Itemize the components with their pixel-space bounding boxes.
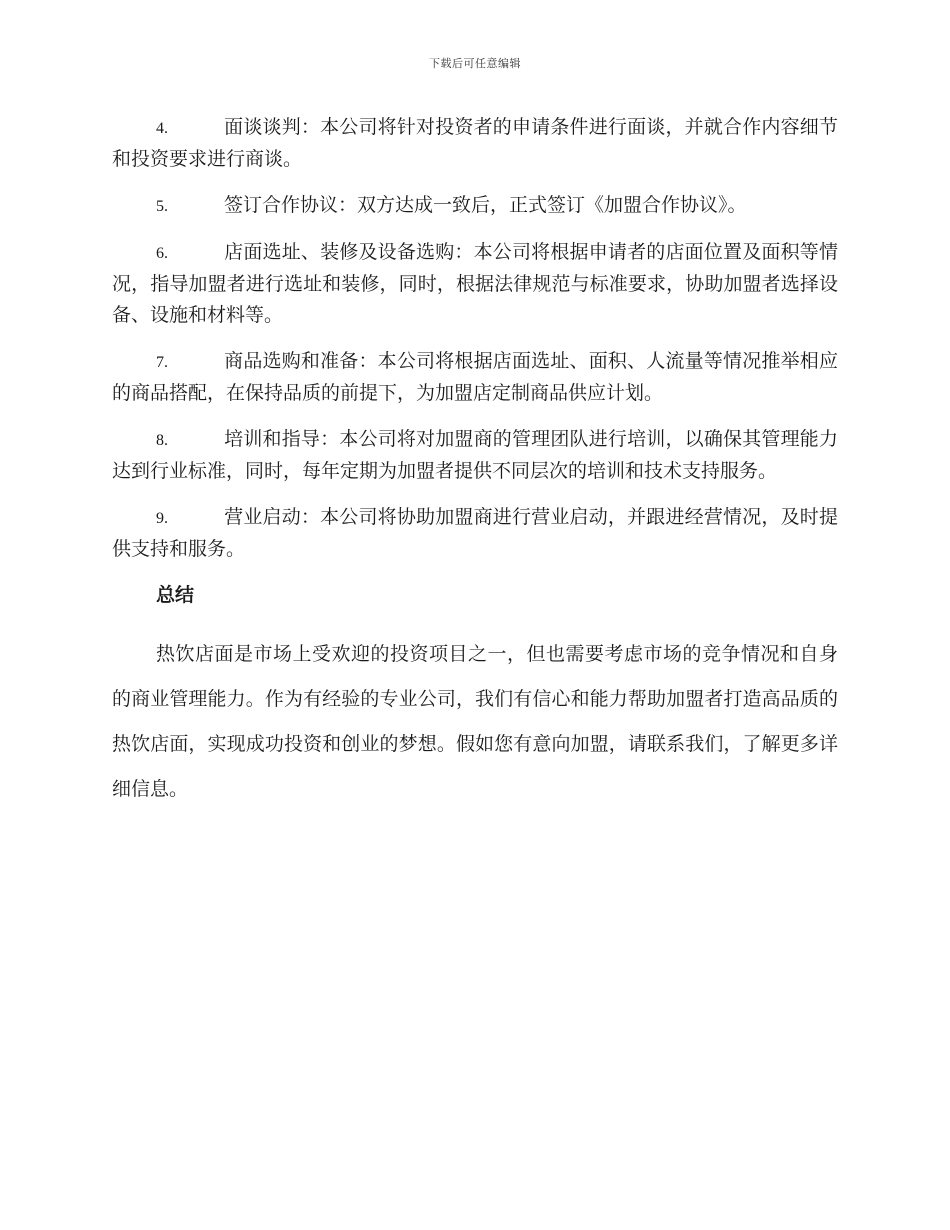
step-item <box>112 190 838 222</box>
step-item <box>112 237 838 331</box>
step-number: 8. <box>156 432 168 449</box>
step-number: 7. <box>156 354 168 371</box>
step-text: 面谈谈判：本公司将针对投资者的申请条件进行面谈，并就合作内容细节和投资要求进行商谈。 <box>112 116 838 170</box>
step-number: 6. <box>156 245 168 262</box>
step-text: 签订合作协议：双方达成一致后，正式签订《加盟合作协议》。 <box>224 194 747 216</box>
step-text: 营业启动：本公司将协助加盟商进行营业启动，并跟进经营情况，及时提供支持和服务。 <box>112 506 838 560</box>
step-number: 9. <box>156 510 168 527</box>
step-text: 店面选址、装修及设备选购：本公司将根据申请者的店面位置及面积等情况，指导加盟者进行选址和装修，同时，根据法律规范与标准要求，协助加盟者选择设备、设施和材料等。 <box>112 241 838 326</box>
step-item <box>112 424 838 487</box>
step-number: 4. <box>156 120 168 137</box>
document-body <box>112 112 838 812</box>
summary-paragraph: 热饮店面是市场上受欢迎的投资项目之一，但也需要考虑市场的竞争情况和自身的商业管理能力。作为有经验的专业公司，我们有信心和能力帮助加盟者打造高品质的热饮店面，实现成功投资和创业的梦想。假如您有意向加盟，请联系我们，了解更多详细信息。 <box>112 643 838 800</box>
step-number: 5. <box>156 198 168 215</box>
step-text: 培训和指导：本公司将对加盟商的管理团队进行培训，以确保其管理能力达到行业标准，同时，每年定期为加盟者提供不同层次的培训和技术支持服务。 <box>112 428 838 482</box>
step-text: 商品选购和准备：本公司将根据店面选址、面积、人流量等情况推举相应的商品搭配，在保持品质的前提下，为加盟店定制商品供应计划。 <box>112 350 838 404</box>
step-item <box>112 346 838 409</box>
step-item <box>112 112 838 175</box>
step-item <box>112 502 838 565</box>
page-header: 下载后可任意编辑 <box>429 57 521 70</box>
summary-heading: 总结 <box>156 584 195 606</box>
